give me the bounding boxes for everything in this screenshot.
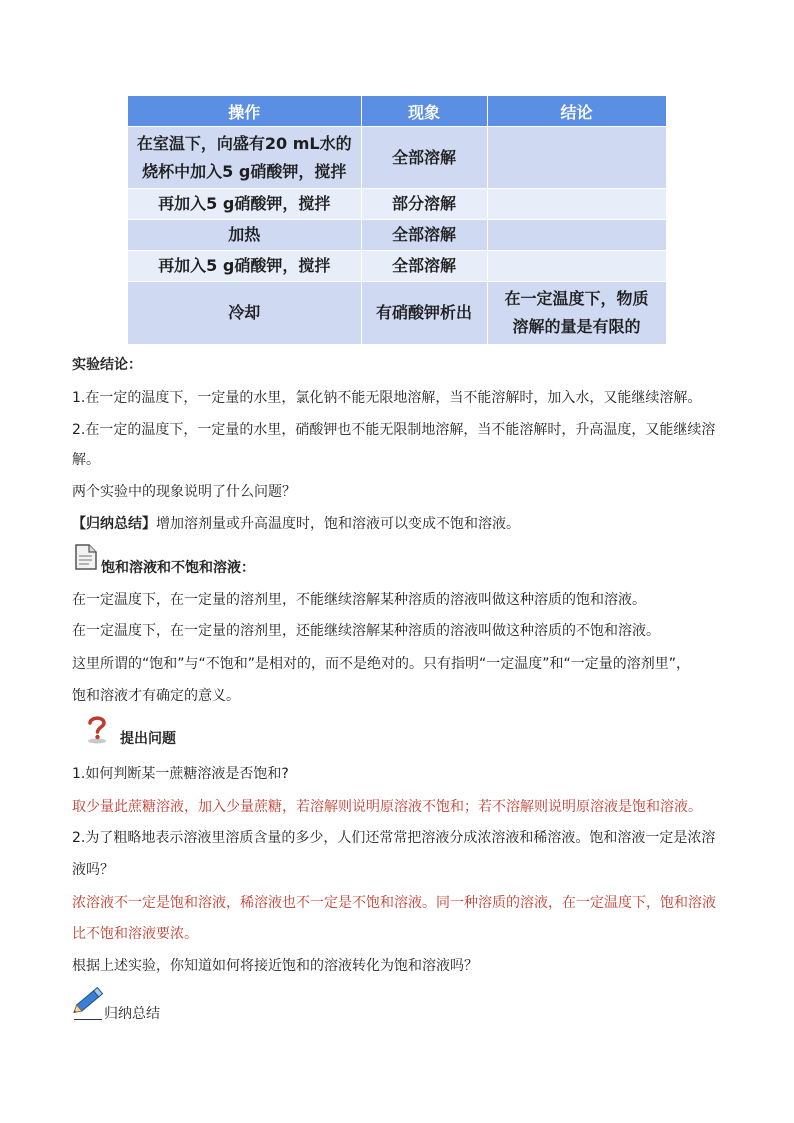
conclusion-item-1: 1.在一定的温度下，一定量的水里，氯化钠不能无限地溶解，当不能溶解时，加入水，又能继续溶解。 [72, 390, 702, 406]
table-cell-operation: 在室温下，向盛有20 mL水的 烧杯中加入5 g硝酸钾，搅拌 [128, 127, 361, 189]
definition-note-line-2: 饱和溶液才有确定的意义。 [72, 688, 240, 704]
table-cell-phenomenon: 有硝酸钾析出 [361, 282, 487, 344]
pencil-icon [72, 982, 108, 1020]
footer-summary-label: 归纳总结 [104, 1006, 160, 1022]
table-cell-phenomenon: 部分溶解 [361, 189, 487, 220]
table-header-operation: 操作 [128, 96, 361, 127]
table-cell-operation: 冷却 [128, 282, 361, 344]
table-cell-operation: 再加入5 g硝酸钾，搅拌 [128, 189, 361, 220]
table-cell-conclusion [487, 251, 666, 282]
question-1: 1.如何判断某一蔗糖溶液是否饱和? [72, 766, 289, 782]
question-mark-icon [84, 714, 110, 748]
table-row [128, 189, 666, 220]
experiment-question: 两个实验中的现象说明了什么问题？ [72, 484, 296, 500]
table-cell-operation: 再加入5 g硝酸钾，搅拌 [128, 251, 361, 282]
table-row [128, 251, 666, 282]
unsaturated-definition: 在一定温度下，在一定量的溶剂里，还能继续溶解某种溶质的溶液叫做这种溶质的不饱和溶液。 [72, 623, 660, 639]
table-row [128, 282, 666, 344]
summary-underline [74, 1019, 102, 1020]
conclusion-item-2-line-2: 解。 [72, 452, 100, 468]
table-cell-conclusion [487, 189, 666, 220]
questions-heading: 提出问题 [120, 731, 176, 747]
summary-line [72, 514, 520, 534]
table-row [128, 220, 666, 251]
table-cell-phenomenon: 全部溶解 [361, 251, 487, 282]
summary-tag: 【归纳总结】 [72, 516, 156, 532]
table-cell-conclusion [487, 127, 666, 189]
answer-1: 取少量此蔗糖溶液，加入少量蔗糖，若溶解则说明原溶液不饱和；若不溶解则说明原溶液是饱和溶液。 [72, 799, 702, 815]
definition-note-line-1: 这里所谓的“饱和”与“不饱和”是相对的，而不是绝对的。只有指明“一定温度”和“一定量的溶剂里”， [72, 656, 691, 672]
definitions-heading: 饱和溶液和不饱和溶液： [101, 560, 255, 576]
table-header-phenomenon: 现象 [361, 96, 487, 127]
table-cell-phenomenon: 全部溶解 [361, 127, 487, 189]
answer-2-line-2: 比不饱和溶液要浓。 [72, 926, 198, 942]
note-paper-icon [74, 543, 98, 575]
table-cell-operation: 加热 [128, 220, 361, 251]
table-cell-conclusion [487, 220, 666, 251]
table-cell-phenomenon: 全部溶解 [361, 220, 487, 251]
table-cell-conclusion: 在一定温度下，物质 溶解的量是有限的 [487, 282, 666, 344]
saturated-definition: 在一定温度下，在一定量的溶剂里，不能继续溶解某种溶质的溶液叫做这种溶质的饱和溶液。 [72, 592, 646, 608]
conclusion-item-2-line-1: 2.在一定的温度下，一定量的水里，硝酸钾也不能无限制地溶解，当不能溶解时，升高温度，又能继续溶 [72, 422, 716, 438]
experiment-table [128, 96, 667, 344]
table-header-conclusion: 结论 [487, 96, 666, 127]
table-row [128, 127, 666, 189]
question-3: 根据上述实验，你知道如何将接近饱和的溶液转化为饱和溶液吗？ [72, 958, 478, 974]
summary-text: 增加溶剂量或升高温度时，饱和溶液可以变成不饱和溶液。 [156, 516, 520, 532]
question-2-line-2: 液吗？ [72, 862, 114, 878]
answer-2-line-1: 浓溶液不一定是饱和溶液，稀溶液也不一定是不饱和溶液。同一种溶质的溶液，在一定温度下，饱和溶液 [72, 895, 716, 911]
table-header-row [128, 96, 666, 127]
conclusion-heading: 实验结论： [72, 357, 142, 373]
question-2-line-1: 2.为了粗略地表示溶液里溶质含量的多少，人们还常常把溶液分成浓溶液和稀溶液。饱和溶液一定是浓溶 [72, 830, 716, 846]
